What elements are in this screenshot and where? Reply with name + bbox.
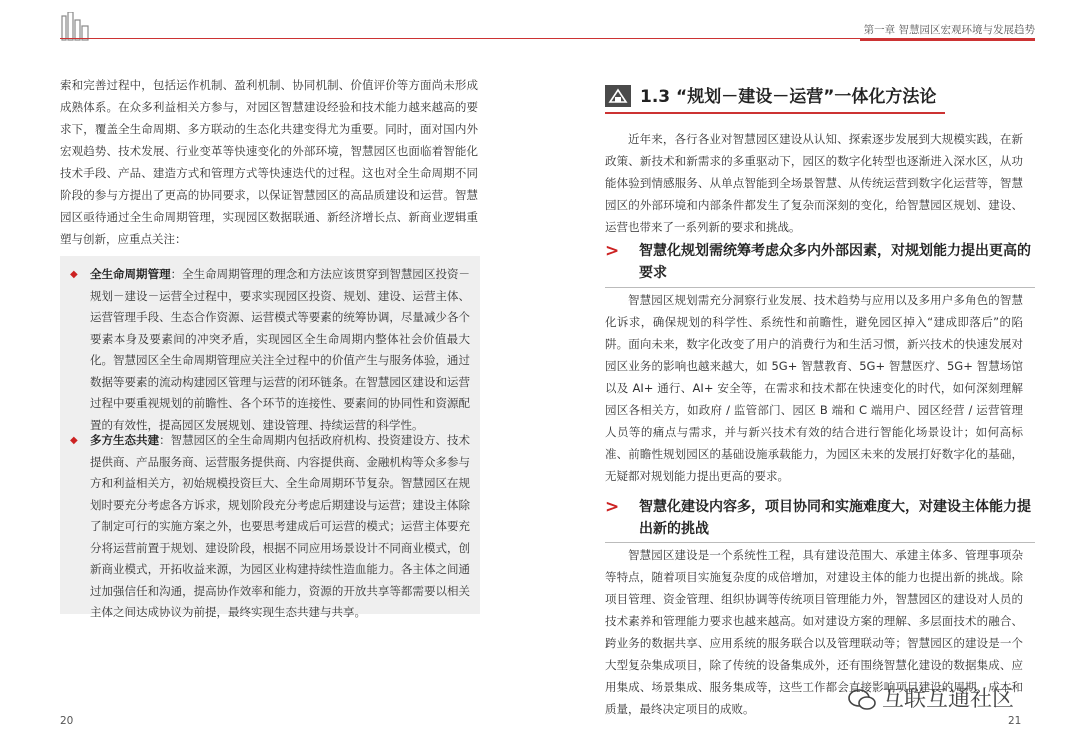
bullet-term: 多方生态共建 xyxy=(90,433,160,447)
section-intro-paragraph: 近年来，各行各业对智慧园区建设从认知、探索逐步发展到大规模实践，在新政策、新技术和新需求的多重驱动下，园区的数字化转型也逐渐进入深水区，从功能体验到情感服务、从单点智能到全场景智慧、从传统运营到数字化运营等，智慧园区的外部环境和内部条件都发生了复杂而深刻的变化，给智慧园区规划、建设、运营也带来了一系列新的要求和挑战。 xyxy=(605,132,1023,234)
left-intro-paragraph: 索和完善过程中，包括运作机制、盈利机制、协同机制、价值评价等方面尚未形成成熟体系。在众多利益相关方参与，对园区智慧建设经验和技术能力越来越高的要求下，覆盖全生命周期、多方联动的生态化共建变得尤为重要。同时，面对国内外宏观趋势、技术发展、行业变革等快速变化的外部环境，智慧园区也面临着智能化技术手段、产品、建造方式和管理方式等快速迭代的过程。这也对全生命周期不同阶段的参与方提出了更高的协同要求，以保证智慧园区的高品质建设和运营。智慧园区亟待通过全生命周期管理，实现园区数据联通、新经济增长点、新商业逻辑重塑与创新，应重点关注： xyxy=(60,78,478,246)
section-icon xyxy=(605,85,631,107)
subsection-planning-body xyxy=(605,289,1023,487)
bullet-term: 全生命周期管理 xyxy=(90,267,171,281)
chevron-right-icon: > xyxy=(605,497,620,517)
subsection-title: 智慧化规划需统筹考虑众多内外部因素，对规划能力提出更高的要求 xyxy=(639,243,1031,281)
bullet-text: ：智慧园区的全生命周期内包括政府机构、投资建设方、技术提供商、产品服务商、运营服务提供商、内容提供商、金融机构等众多参与方和利益相关方，初始规模投资巨大、全生命周期环节复杂。智慧园区在规划时要充分考虑各方诉求，规划阶段充分考虑后期建设与运营；建设主体除了制定可行的实施方案之外，也要思考建成后可运营的模式；运营主体要充分将运营前置于规划、建设阶段，根据不同应用场景设计不同商业模式，创新商业模式，开拓收益来源，为园区业构建持续性造血能力。各主体之间通过加强信任和沟通，提高协作效率和能力，资源的开放共享等都需要以相关主体之间达成协议为前提，最终实现生态共建与共享。 xyxy=(90,433,470,619)
page-number-right: 21 xyxy=(1008,715,1022,727)
chapter-title: 第一章 智慧园区宏观环境与发展趋势 xyxy=(863,24,1035,36)
bullet-ecosystem xyxy=(70,430,470,624)
subsection-rule xyxy=(605,287,1035,288)
subsection-construction-heading xyxy=(605,496,1035,540)
watermark xyxy=(848,682,1014,713)
bullet-text: ：全生命周期管理的理念和方法应该贯穿到智慧园区投资－规划－建设－运营全过程中，要求实现园区投资、规划、建设、运营主体、运营管理手段、生态合作资源、运营模式等要素的统筹协调，尽量减少各个要素本身及要素间的冲突矛盾，实现园区全生命周期内整体社会价值最大化。智慧园区全生命周期管理应关注全过程中的价值产生与服务体验，通过数据等要素的流动构建园区管理与运营的闭环链条。在智慧园区建设和运营过程中要重视规划的前瞻性、各个环节的连接性、要素间的协同性和资源配置的有效性，提高园区发展规划、建设管理、持续运营的科学性。 xyxy=(90,267,470,432)
chat-bubble-icon xyxy=(848,689,876,711)
left-column xyxy=(60,74,478,250)
section-intro xyxy=(605,128,1023,238)
subsection-paragraph: 智慧园区规划需充分洞察行业发展、技术趋势与应用以及多用户多角色的智慧化诉求，确保规划的科学性、系统性和前瞻性，避免园区掉入“建成即落后”的陷阱。面向未来，数字化改变了用户的消费行为和生活习惯，新兴技术的快速发展对园区业务的影响也越来越大，如 5G+ 智慧教育、5G+ 智慧医疗、5G+ 智慧场馆以及 AI+ 通行、AI+ 安全等，在需求和技术都在快速变化的时代，如何深刻理解园区各相关方，如政府 / 监管部门、园区 B 端和 C 端用户、园区经营 / 运营管理人员等的痛点与需求，并与新兴技术有效的结合进行智能化场景设计；如何高标准、前瞻性规划园区的基础设施承载能力，为园区未来的发展打好数字化的基础，无疑都对规划能力提出更高的要求。 xyxy=(605,293,1023,483)
diamond-bullet-icon: ◆ xyxy=(70,435,78,446)
section-title: 1.3 “规划－建设－运营”一体化方法论 xyxy=(640,87,937,107)
subsection-paragraph: 智慧园区建设是一个系统性工程，具有建设范围大、承建主体多、管理事项杂等特点，随着项目实施复杂度的成倍增加，对建设主体的能力也提出新的挑战。除项目管理、资金管理、组织协调等传统项目管理能力外，智慧园区的建设对人员的技术素养和管理能力要求也越来越高。如对建设方案的理解、多层面技术的融合、跨业务的数据共享、应用系统的服务联合以及管理联动等；智慧园区的建设是一个大型复杂集成项目，除了传统的设备集成外，还有围绕智慧化建设的数据集成、应用集成、场景集成、服务集成等，这些工作都会直接影响项目建设的周期、成本和质量，最终决定项目的成败。 xyxy=(605,548,1023,716)
section-underline xyxy=(605,112,945,114)
subsection-planning-heading xyxy=(605,240,1035,284)
subsection-rule xyxy=(605,542,1035,543)
diamond-bullet-icon: ◆ xyxy=(70,269,78,280)
bullet-lifecycle xyxy=(70,264,470,436)
page-number-left: 20 xyxy=(60,715,74,727)
header-accent xyxy=(860,38,1035,41)
chevron-right-icon: > xyxy=(605,241,620,261)
subsection-title: 智慧化建设内容多，项目协同和实施难度大，对建设主体能力提出新的挑战 xyxy=(639,499,1031,537)
watermark-text: 互联互通社区 xyxy=(882,687,1015,712)
